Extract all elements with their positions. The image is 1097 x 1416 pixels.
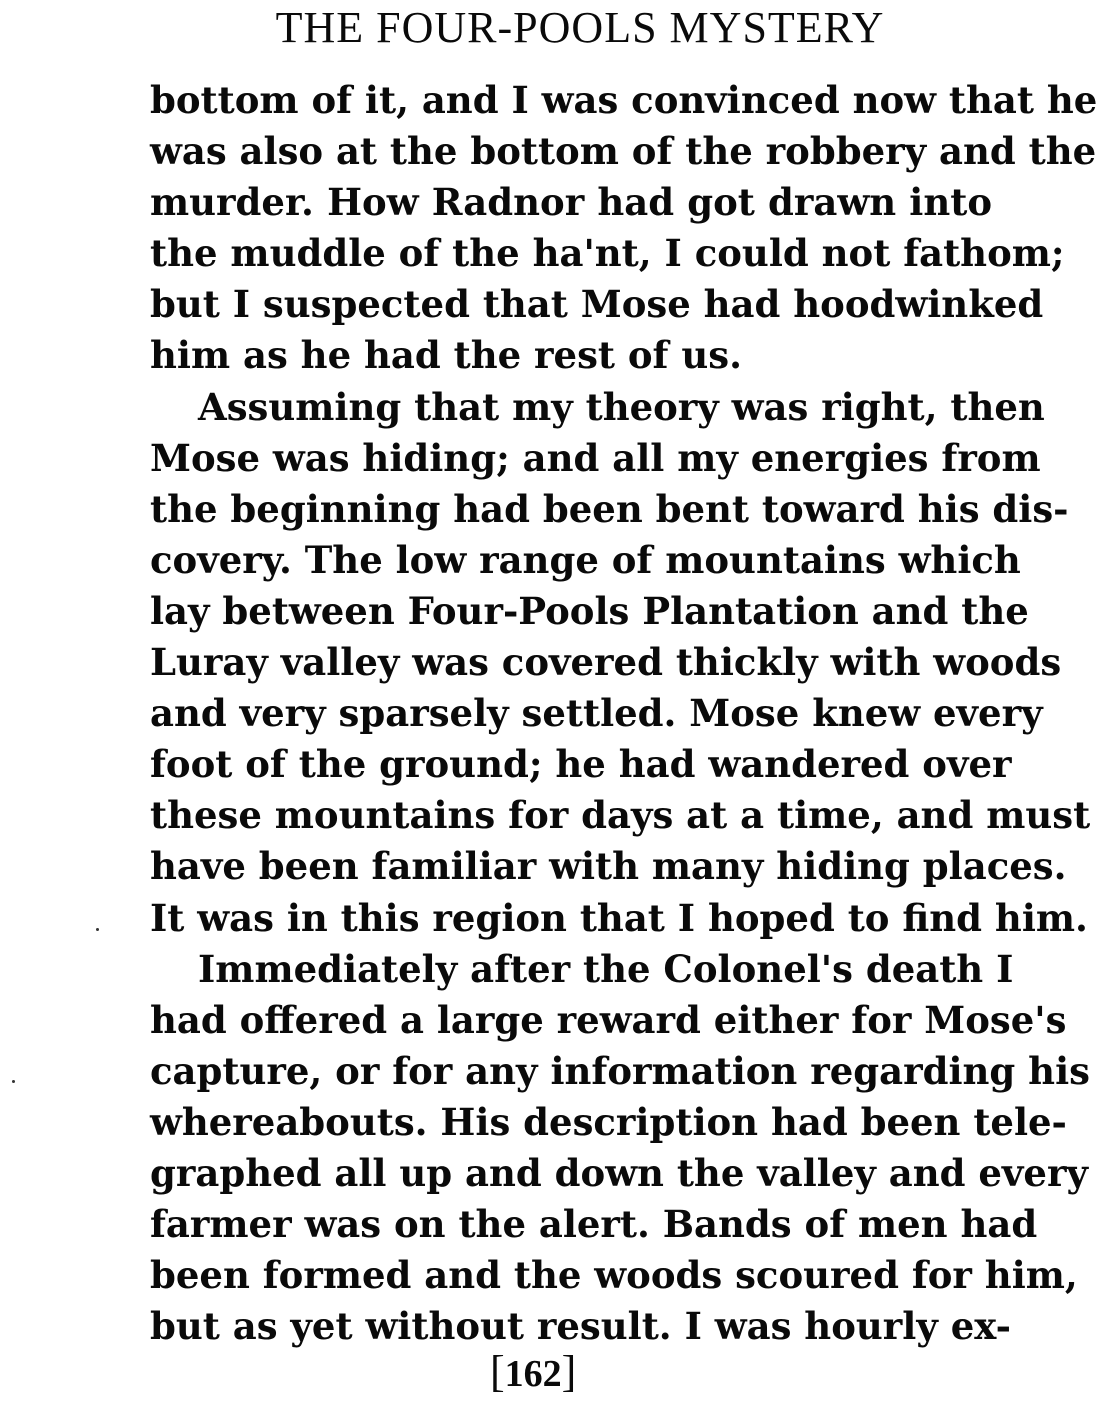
text-line: whereabouts. His description had been tele- bbox=[150, 1099, 1067, 1144]
text-line: Mose was hiding; and all my energies from bbox=[150, 435, 1041, 480]
text-line: Assuming that my theory was right, then bbox=[198, 384, 1045, 429]
page-number bbox=[490, 1342, 640, 1404]
folio-close-bracket: ] bbox=[561, 1347, 577, 1396]
text-line: capture, or for any information regarding his bbox=[150, 1048, 1090, 1093]
text-line: foot of the ground; he had wandered over bbox=[150, 742, 1012, 787]
text-line: farmer was on the alert. Bands of men had bbox=[150, 1202, 1038, 1247]
text-line: these mountains for days at a time, and must bbox=[150, 793, 1091, 838]
text-line: Immediately after the Colonel's death I bbox=[198, 946, 1014, 991]
text-line: but as yet without result. I was hourly ex- bbox=[150, 1304, 1012, 1349]
body-text bbox=[150, 75, 1097, 1352]
text-line: have been familiar with many hiding places. bbox=[150, 844, 1067, 889]
text-line: covery. The low range of mountains which bbox=[150, 537, 1021, 582]
scan-speck bbox=[96, 928, 99, 931]
text-line: but I suspected that Mose had hoodwinked bbox=[150, 282, 1044, 327]
text-line: bottom of it, and I was convinced now that he bbox=[150, 78, 1097, 122]
text-line: Luray valley was covered thickly with woods bbox=[150, 640, 1062, 685]
running-head: THE FOUR-POOLS MYSTERY bbox=[275, 3, 885, 52]
text-line: and very sparsely settled. Mose knew every bbox=[150, 691, 1043, 736]
text-line: was also at the bottom of the robbery and the bbox=[150, 129, 1097, 174]
text-line: lay between Four-Pools Plantation and the bbox=[150, 588, 1029, 633]
folio-number: 162 bbox=[504, 1353, 562, 1395]
text-line: the beginning had been bent toward his dis- bbox=[150, 486, 1069, 531]
text-line: the muddle of the ha'nt, I could not fathom; bbox=[150, 231, 1065, 276]
folio-open-bracket: [ bbox=[490, 1347, 505, 1396]
text-line: had offered a large reward either for Mose's bbox=[150, 997, 1067, 1042]
text-line: murder. How Radnor had got drawn into bbox=[150, 180, 992, 225]
scan-speck bbox=[12, 1080, 15, 1083]
text-line: been formed and the woods scoured for him, bbox=[150, 1253, 1078, 1298]
text-line: graphed all up and down the valley and every bbox=[150, 1150, 1088, 1195]
text-line: him as he had the rest of us. bbox=[150, 333, 742, 378]
text-line: It was in this region that I hoped to find him. bbox=[150, 895, 1088, 940]
